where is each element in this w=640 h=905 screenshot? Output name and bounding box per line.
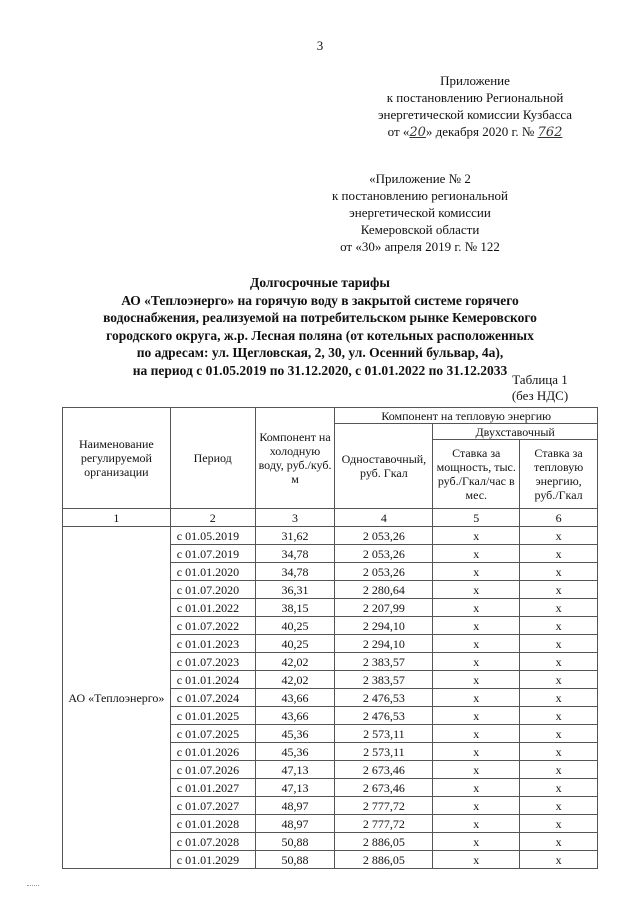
capacity-rate-cell: x xyxy=(433,761,520,779)
cold-component-cell: 48,97 xyxy=(255,815,335,833)
energy-rate-cell: x xyxy=(520,743,598,761)
document-title xyxy=(40,274,600,379)
column-number: 6 xyxy=(520,509,598,527)
energy-rate-cell: x xyxy=(520,599,598,617)
single-rate-cell: 2 294,10 xyxy=(335,617,433,635)
energy-rate-cell: x xyxy=(520,653,598,671)
capacity-rate-cell: x xyxy=(433,851,520,869)
header-two: Двухставочный xyxy=(433,424,598,440)
capacity-rate-cell: x xyxy=(433,725,520,743)
capacity-rate-cell: x xyxy=(433,689,520,707)
cold-component-cell: 47,13 xyxy=(255,761,335,779)
header-single: Одноставочный, руб. Гкал xyxy=(335,424,433,509)
cold-component-cell: 47,13 xyxy=(255,779,335,797)
single-rate-cell: 2 294,10 xyxy=(335,635,433,653)
vat-note: (без НДС) xyxy=(511,388,569,403)
title-line: на период с 01.05.2019 по 31.12.2020, с 01.01.2022 по 31.12.2033 xyxy=(132,362,508,378)
title-line: Долгосрочные тарифы xyxy=(250,275,390,290)
energy-rate-cell: x xyxy=(520,707,598,725)
energy-rate-cell: x xyxy=(520,833,598,851)
energy-rate-cell: x xyxy=(520,761,598,779)
single-rate-cell: 2 383,57 xyxy=(335,671,433,689)
table-label xyxy=(480,372,600,404)
energy-rate-cell: x xyxy=(520,581,598,599)
single-rate-cell: 2 886,05 xyxy=(335,851,433,869)
column-number: 2 xyxy=(170,509,255,527)
capacity-rate-cell: x xyxy=(433,527,520,545)
cold-component-cell: 43,66 xyxy=(255,689,335,707)
appendix-line: энергетической комиссии Кузбасса xyxy=(377,107,573,122)
cold-component-cell: 43,66 xyxy=(255,707,335,725)
period-cell: с 01.01.2022 xyxy=(170,599,255,617)
cold-component-cell: 45,36 xyxy=(255,725,335,743)
capacity-rate-cell: x xyxy=(433,797,520,815)
energy-rate-cell: x xyxy=(520,545,598,563)
single-rate-cell: 2 476,53 xyxy=(335,707,433,725)
header-org: Наименование регулируемой организации xyxy=(63,408,171,509)
single-rate-cell: 2 476,53 xyxy=(335,689,433,707)
period-cell: с 01.07.2019 xyxy=(170,545,255,563)
cold-component-cell: 31,62 xyxy=(255,527,335,545)
single-rate-cell: 2 383,57 xyxy=(335,653,433,671)
capacity-rate-cell: x xyxy=(433,671,520,689)
appendix-line: Приложение xyxy=(440,73,510,88)
period-cell: с 01.07.2027 xyxy=(170,797,255,815)
org-name: АО «Теплоэнерго» xyxy=(63,527,171,869)
energy-rate-cell: x xyxy=(520,779,598,797)
column-number: 1 xyxy=(63,509,171,527)
cold-component-cell: 42,02 xyxy=(255,653,335,671)
period-cell: с 01.07.2028 xyxy=(170,833,255,851)
handwritten-day: 20 xyxy=(409,125,426,140)
period-cell: с 01.01.2026 xyxy=(170,743,255,761)
capacity-rate-cell: x xyxy=(433,563,520,581)
appendix-header xyxy=(345,72,605,141)
period-cell: с 01.01.2024 xyxy=(170,671,255,689)
table-number: Таблица 1 xyxy=(512,372,568,387)
single-rate-cell: 2 053,26 xyxy=(335,545,433,563)
prior-appendix-line: Кемеровской области xyxy=(360,222,480,237)
cold-component-cell: 45,36 xyxy=(255,743,335,761)
appendix-date xyxy=(345,123,605,141)
prior-appendix-line: «Приложение № 2 xyxy=(369,171,471,186)
header-capacity: Ставка за мощность, тыс. руб./Гкал/час в мес. xyxy=(433,440,520,509)
energy-rate-cell: x xyxy=(520,797,598,815)
cold-component-cell: 34,78 xyxy=(255,563,335,581)
title-line: АО «Теплоэнерго» на горячую воду в закрытой системе горячего xyxy=(121,292,519,308)
cold-component-cell: 50,88 xyxy=(255,851,335,869)
capacity-rate-cell: x xyxy=(433,653,520,671)
single-rate-cell: 2 280,64 xyxy=(335,581,433,599)
page-number: 3 xyxy=(316,38,324,53)
energy-rate-cell: x xyxy=(520,617,598,635)
cold-component-cell: 50,88 xyxy=(255,833,335,851)
period-cell: с 01.07.2024 xyxy=(170,689,255,707)
capacity-rate-cell: x xyxy=(433,707,520,725)
period-cell: с 01.01.2029 xyxy=(170,851,255,869)
prior-appendix-line: к постановлению региональной xyxy=(331,188,508,203)
prior-appendix-line: энергетической комиссии xyxy=(349,205,491,220)
energy-rate-cell: x xyxy=(520,635,598,653)
energy-rate-cell: x xyxy=(520,851,598,869)
title-line: городского округа, ж.р. Лесная поляна (от котельных расположенных xyxy=(106,327,534,343)
header-energy: Ставка за тепловую энергию, руб./Гкал xyxy=(520,440,598,509)
energy-rate-cell: x xyxy=(520,671,598,689)
energy-rate-cell: x xyxy=(520,527,598,545)
capacity-rate-cell: x xyxy=(433,779,520,797)
capacity-rate-cell: x xyxy=(433,545,520,563)
cold-component-cell: 42,02 xyxy=(255,671,335,689)
capacity-rate-cell: x xyxy=(433,581,520,599)
cold-component-cell: 36,31 xyxy=(255,581,335,599)
column-number: 5 xyxy=(433,509,520,527)
single-rate-cell: 2 053,26 xyxy=(335,563,433,581)
capacity-rate-cell: x xyxy=(433,833,520,851)
energy-rate-cell: x xyxy=(520,689,598,707)
period-cell: с 01.07.2020 xyxy=(170,581,255,599)
single-rate-cell: 2 673,46 xyxy=(335,761,433,779)
column-number: 4 xyxy=(335,509,433,527)
handwritten-number: 762 xyxy=(537,125,563,140)
capacity-rate-cell: x xyxy=(433,815,520,833)
capacity-rate-cell: x xyxy=(433,743,520,761)
prior-appendix-line: от «30» апреля 2019 г. № 122 xyxy=(340,239,500,254)
period-cell: с 01.07.2026 xyxy=(170,761,255,779)
single-rate-cell: 2 573,11 xyxy=(335,725,433,743)
single-rate-cell: 2 207,99 xyxy=(335,599,433,617)
cold-component-cell: 34,78 xyxy=(255,545,335,563)
single-rate-cell: 2 777,72 xyxy=(335,797,433,815)
header-period: Период xyxy=(170,408,255,509)
prior-appendix-header xyxy=(290,170,550,255)
table-row xyxy=(63,527,598,545)
tariff-table xyxy=(62,407,598,869)
cold-component-cell: 48,97 xyxy=(255,797,335,815)
appendix-line: к постановлению Региональной xyxy=(386,90,564,105)
single-rate-cell: 2 886,05 xyxy=(335,833,433,851)
period-cell: с 01.01.2020 xyxy=(170,563,255,581)
energy-rate-cell: x xyxy=(520,815,598,833)
single-rate-cell: 2 053,26 xyxy=(335,527,433,545)
period-cell: с 01.07.2023 xyxy=(170,653,255,671)
period-cell: с 01.07.2025 xyxy=(170,725,255,743)
header-cold: Компонент на холодную воду, руб./куб. м xyxy=(255,408,335,509)
cold-component-cell: 40,25 xyxy=(255,617,335,635)
period-cell: с 01.05.2019 xyxy=(170,527,255,545)
title-line: по адресам: ул. Щегловская, 2, 30, ул. Осенний бульвар, 4а), xyxy=(136,345,504,360)
scan-mark xyxy=(27,885,39,886)
single-rate-cell: 2 777,72 xyxy=(335,815,433,833)
period-cell: с 01.01.2027 xyxy=(170,779,255,797)
capacity-rate-cell: x xyxy=(433,599,520,617)
period-cell: с 01.01.2023 xyxy=(170,635,255,653)
column-number: 3 xyxy=(255,509,335,527)
capacity-rate-cell: x xyxy=(433,617,520,635)
header-heat: Компонент на тепловую энергию xyxy=(335,408,598,424)
cold-component-cell: 40,25 xyxy=(255,635,335,653)
single-rate-cell: 2 573,11 xyxy=(335,743,433,761)
period-cell: с 01.01.2028 xyxy=(170,815,255,833)
date-mid: » декабря 2020 г. № xyxy=(425,124,538,139)
cold-component-cell: 38,15 xyxy=(255,599,335,617)
energy-rate-cell: x xyxy=(520,725,598,743)
period-cell: с 01.01.2025 xyxy=(170,707,255,725)
energy-rate-cell: x xyxy=(520,563,598,581)
title-line: водоснабжения, реализуемой на потребительском рынке Кемеровского xyxy=(103,310,537,325)
capacity-rate-cell: x xyxy=(433,635,520,653)
date-prefix: от « xyxy=(387,124,410,139)
single-rate-cell: 2 673,46 xyxy=(335,779,433,797)
period-cell: с 01.07.2022 xyxy=(170,617,255,635)
